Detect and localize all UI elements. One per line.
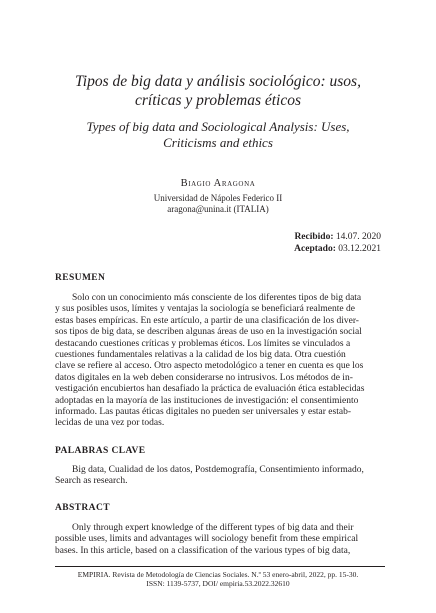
accepted-date <box>294 244 381 256</box>
author-name: Biagio Aragona <box>180 178 256 189</box>
keywords-line: Big data, Cualidad de los datos, Postdemografía, Consentimiento informado, <box>72 465 364 475</box>
footer-issn: ISSN: 1139-5737, DOI/ empiria.53.2022.32610 <box>146 579 290 588</box>
journal-footer <box>40 570 396 588</box>
resumen-line: clave se refiere al acceso. Otro aspecto metodológico a tener en cuenta es que los <box>55 361 364 372</box>
received-label: Recibido: <box>294 232 334 242</box>
abstract-line: Only through expert knowledge of the different types of big data and their <box>72 523 354 533</box>
abstract-line: bases. In this article, based on a classification of the various types of big data, <box>55 545 351 556</box>
footer-divider <box>55 566 385 567</box>
resumen-line: y sus posibles usos, límites y ventajas la sociología se beneficiará realmente de <box>55 304 355 315</box>
received-value: 14.07. 2020 <box>335 232 381 242</box>
resumen-line: cuestiones fundamentales relativas a la calidad de los big data. Otra cuestión <box>55 350 346 361</box>
affiliation-institution: Universidad de Nápoles Federico II <box>153 193 283 203</box>
resumen-line: sos tipos de big data, se describen algunas áreas de uso en la investigación social <box>55 327 362 338</box>
resumen-line: datos digitales en la web deben considerarse no intrusivos. Los métodos de in- <box>55 372 353 383</box>
abstract-heading: ABSTRACT <box>55 503 110 513</box>
affiliation-email: aragona@unina.it (ITALIA) <box>167 204 269 214</box>
article-title-spanish <box>40 72 396 110</box>
resumen-line: estas bases empíricas. En este artículo, a partir de una clasificación de los diver- <box>55 315 359 326</box>
keywords-heading: PALABRAS CLAVE <box>55 446 146 456</box>
title-es-line: Tipos de big data y análisis sociológico: usos, <box>75 73 361 90</box>
article-title-english <box>40 119 396 151</box>
resumen-line: Solo con un conocimiento más consciente de los diferentes tipos de big data <box>72 293 362 303</box>
keywords-body <box>55 465 385 488</box>
resumen-heading: RESUMEN <box>55 273 106 283</box>
title-en-line: Criticisms and ethics <box>163 135 273 150</box>
submission-dates <box>294 232 381 255</box>
author-affiliation <box>40 193 396 215</box>
title-es-line: críticas y problemas éticos <box>134 92 302 109</box>
title-en-line: Types of big data and Sociological Analysis: Uses, <box>86 119 350 134</box>
accepted-value: 03.12.2021 <box>338 243 381 254</box>
resumen-line: adoptadas en la mayoría de las instituciones de investigación: el consentimiento <box>55 395 359 406</box>
footer-citation: EMPIRIA. Revista de Metodología de Ciencias Sociales. N.º 53 enero-abril, 2022, pp. 15-30. <box>77 570 359 579</box>
accepted-label: Aceptado: <box>294 243 336 254</box>
resumen-line: destacando cuestiones críticas y problemas éticos. Los límites se vinculados a <box>55 338 351 349</box>
abstract-body <box>55 523 385 557</box>
keywords-line: Search as research. <box>55 476 128 487</box>
received-date <box>294 232 381 244</box>
resumen-line: informado. Las pautas éticas digitales no pueden ser universales y estar estab- <box>55 407 351 418</box>
resumen-body <box>55 293 385 430</box>
resumen-line: lecidas de una vez por todas. <box>55 418 165 429</box>
resumen-line: vestigación encubiertos han desafiado la práctica de evaluación ética establecidas <box>55 384 365 395</box>
abstract-line: possible uses, limits and advantages will sociology benefit from these empirical <box>55 534 359 545</box>
